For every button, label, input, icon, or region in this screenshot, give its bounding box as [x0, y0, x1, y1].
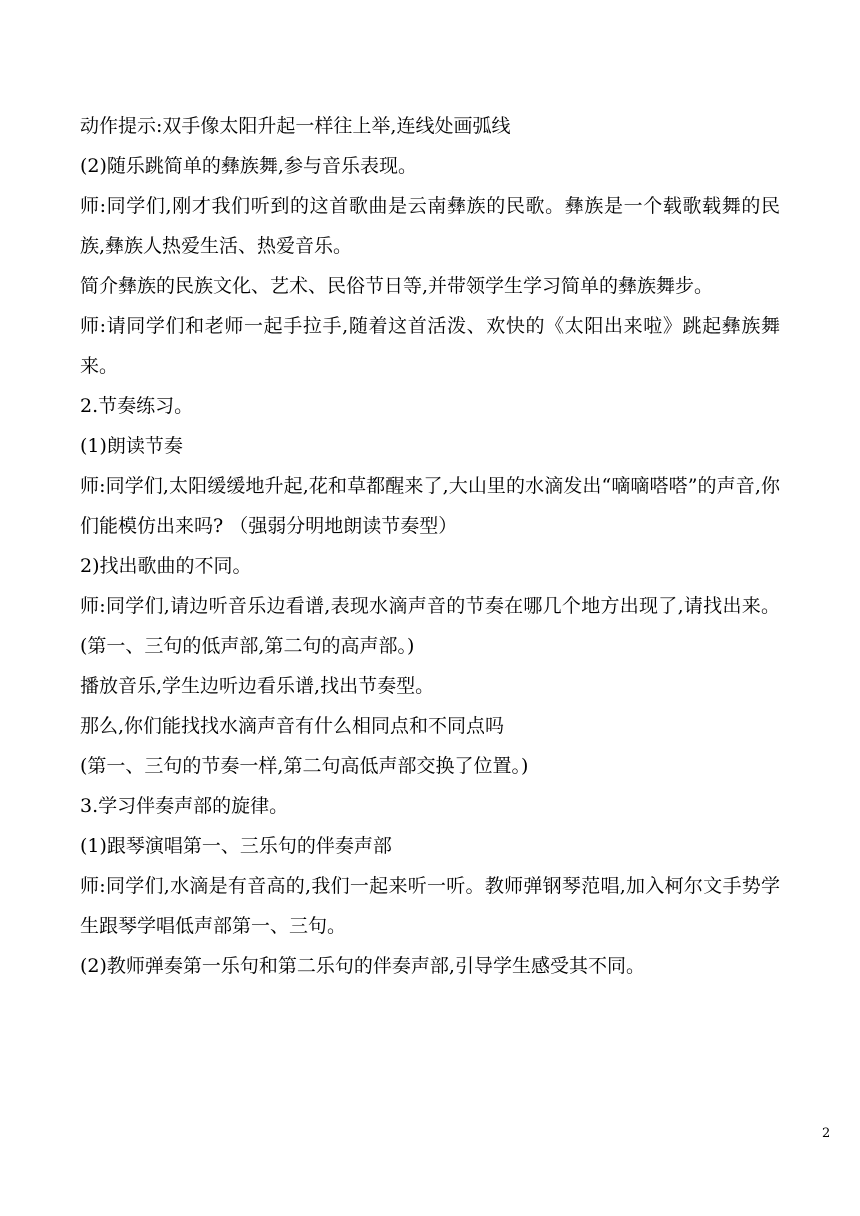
- subheading-find-differences: 2)找出歌曲的不同。: [80, 555, 252, 577]
- paragraph-teacher-dance: 师:请同学们和老师一起手拉手,随着这首活泼、欢快的《太阳出来啦》跳起彝族舞来。: [80, 315, 780, 377]
- paragraph-compare-answer: (第一、三句的节奏一样,第二句高低声部交换了位置。): [80, 755, 529, 777]
- subheading-read-rhythm: (1)朗读节奏: [80, 435, 183, 457]
- paragraph-teacher-piano: 师:同学们,水滴是有音高的,我们一起来听一听。教师弹钢琴范唱,加入柯尔文手势学生跟琴学唱低声部第一、三句。: [80, 875, 780, 937]
- paragraph-yi-dance: (2)随乐跳简单的彝族舞,参与音乐表现。: [80, 155, 417, 177]
- paragraph-teacher-water-drops: 师:同学们,太阳缓缓地升起,花和草都醒来了,大山里的水滴发出“嘀嘀嗒嗒”的声音,你们能模仿出来吗? （强弱分明地朗读节奏型）: [80, 475, 780, 537]
- paragraph-teacher-listen-score: 师:同学们,请边听音乐边看谱,表现水滴声音的节奏在哪几个地方出现了,请找出来。(第一、三句的低声部,第二句的高声部。): [80, 595, 780, 657]
- paragraph-yi-culture: 简介彝族的民族文化、艺术、民俗节日等,并带领学生学习简单的彝族舞步。: [80, 275, 714, 297]
- subheading-teacher-plays: (2)教师弹奏第一乐句和第二乐句的伴奏声部,引导学生感受其不同。: [80, 955, 645, 977]
- document-body: [80, 106, 780, 986]
- paragraph-play-music: 播放音乐,学生边听边看乐谱,找出节奏型。: [80, 675, 435, 697]
- subheading-sing-with-piano: (1)跟琴演唱第一、三乐句的伴奏声部: [80, 835, 392, 857]
- paragraph-teacher-intro-song: 师:同学们,刚才我们听到的这首歌曲是云南彝族的民歌。彝族是一个载歌载舞的民族,彝族人热爱生活、热爱音乐。: [80, 195, 780, 257]
- heading-accompaniment: 3.学习伴奏声部的旋律。: [80, 795, 289, 817]
- paragraph-compare-question: 那么,你们能找找水滴声音有什么相同点和不同点吗: [80, 715, 505, 737]
- page-number: 2: [822, 1126, 831, 1141]
- paragraph-action-hint: 动作提示:双手像太阳升起一样往上举,连线处画弧线: [80, 115, 511, 137]
- heading-rhythm-practice: 2.节奏练习。: [80, 395, 194, 417]
